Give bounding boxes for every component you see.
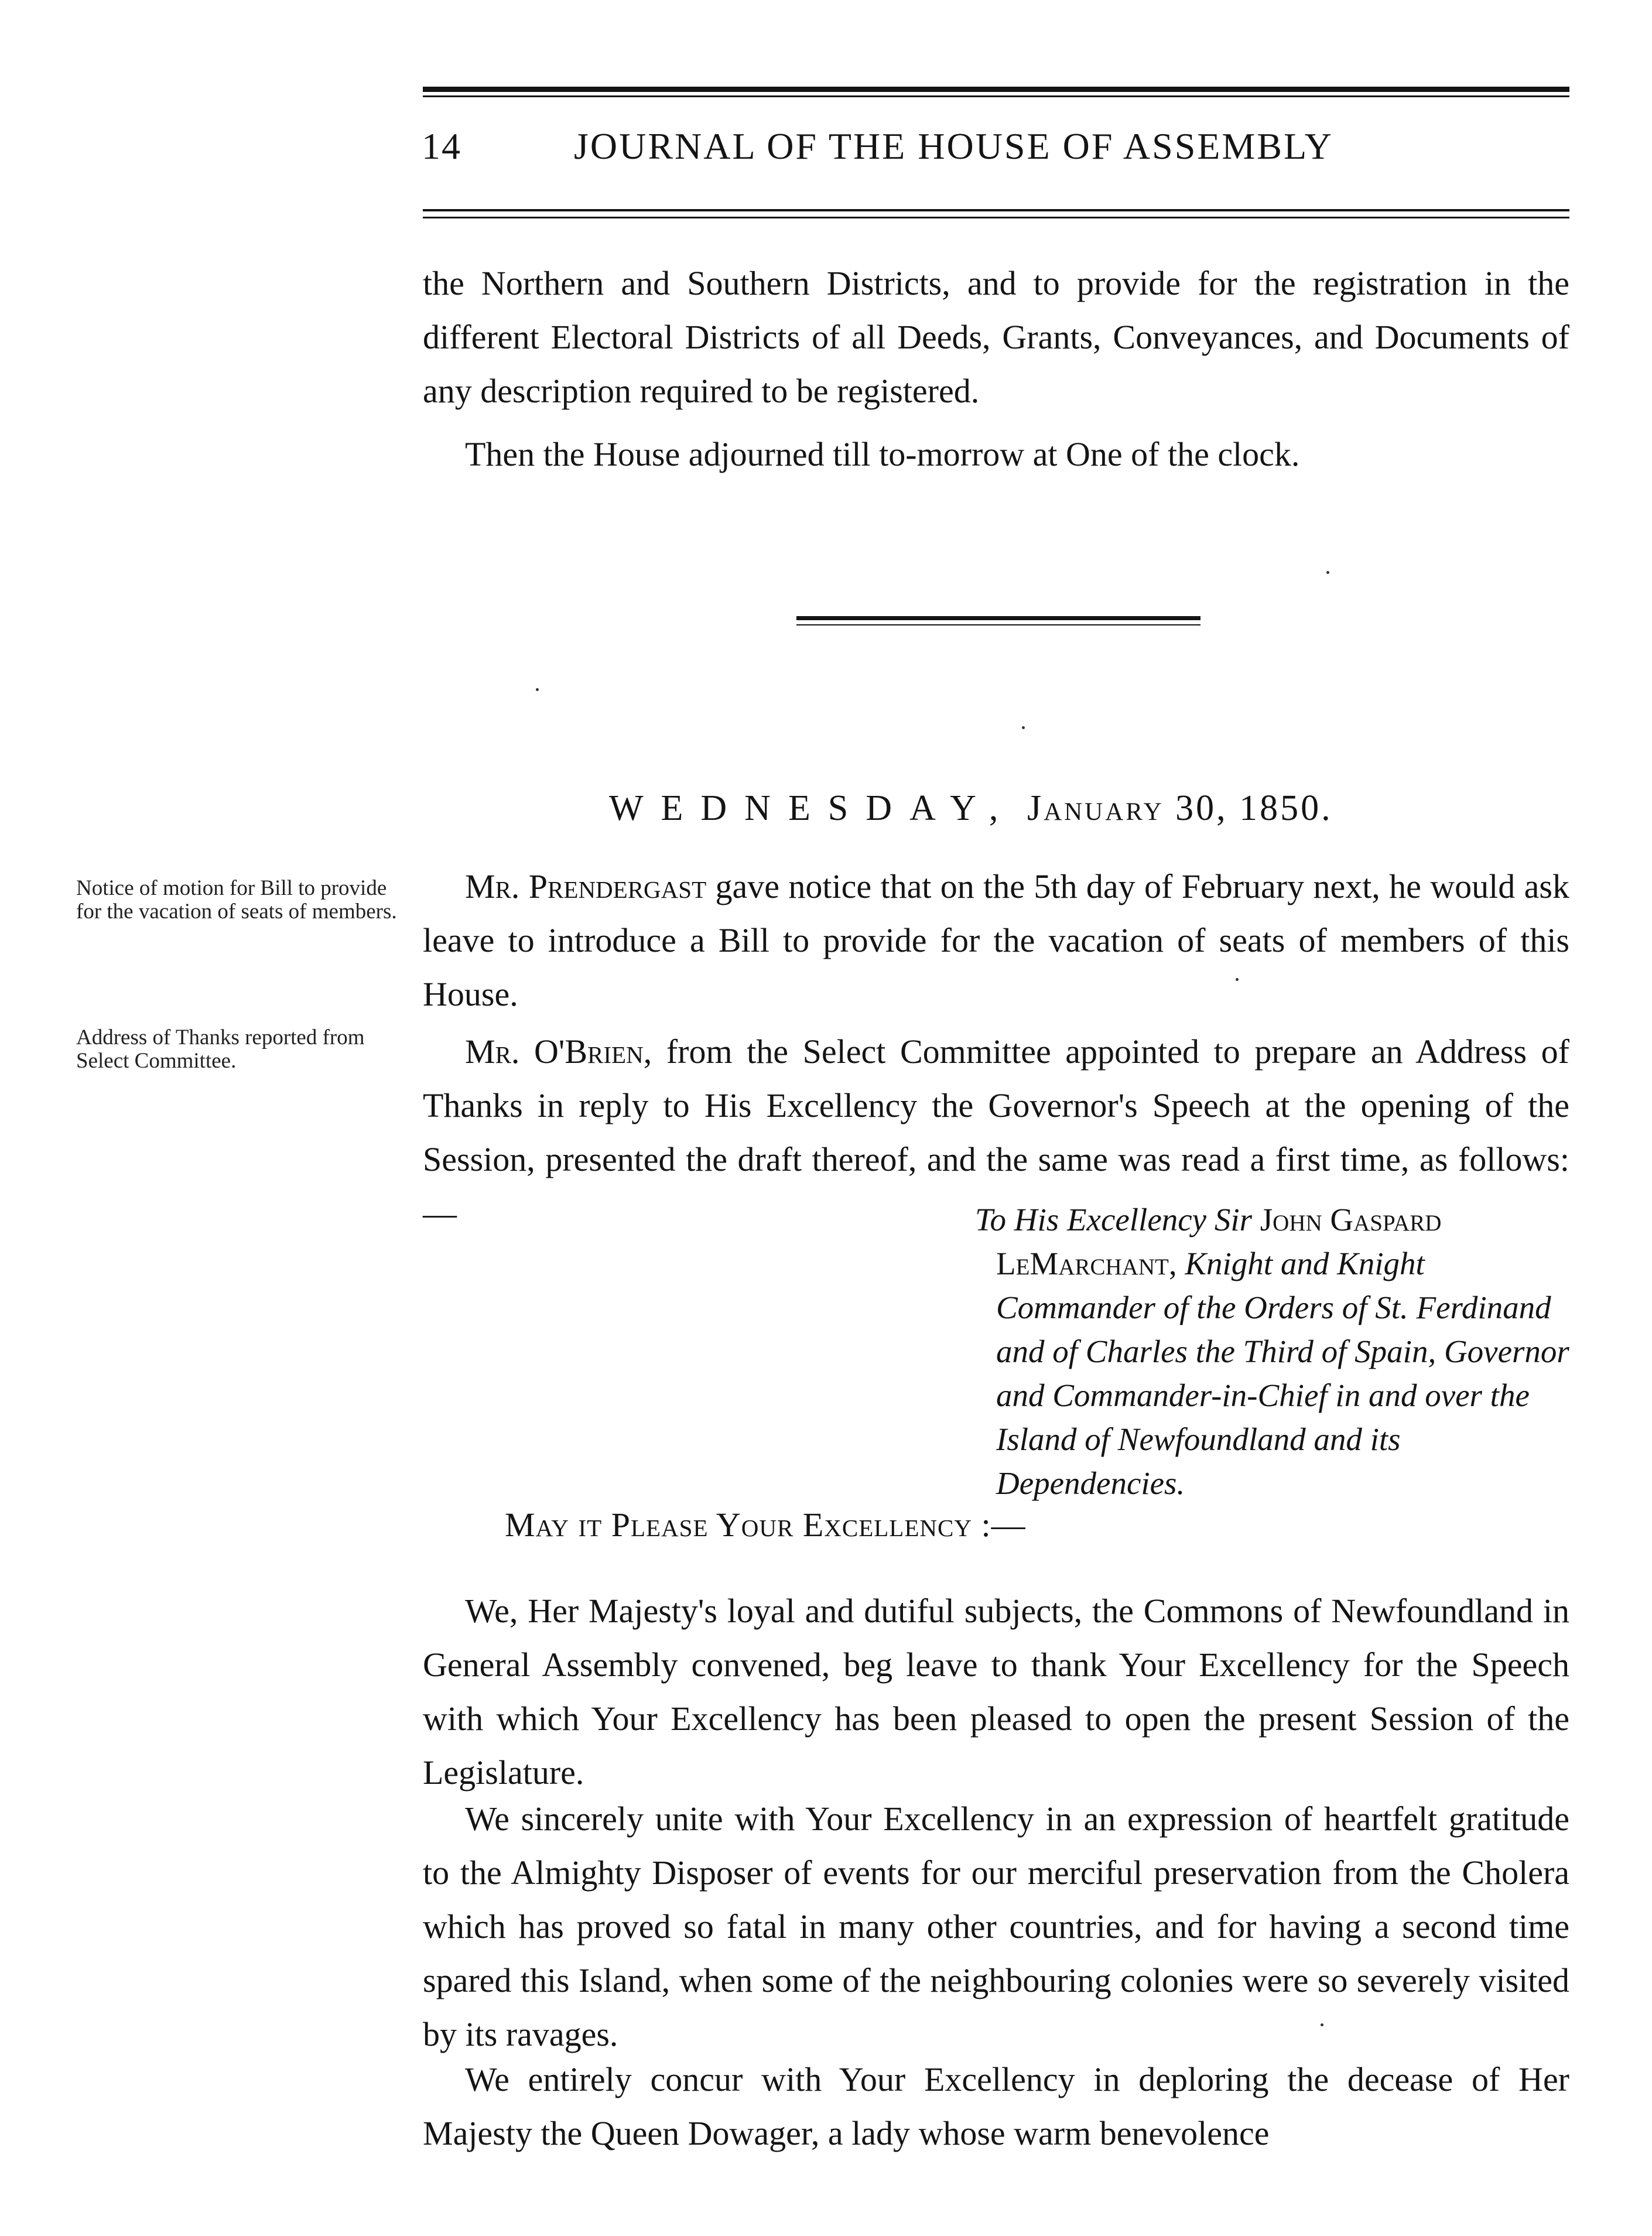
- salutation: May it Please Your Excellency :—: [505, 1506, 1026, 1544]
- address-superscription: [975, 1198, 1578, 1505]
- adjournment-line: [423, 428, 1569, 481]
- address-paragraph-1: We, Her Majesty's loyal and dutiful subjects, the Commons of Newfoundland in General Assembly convened, beg leave to thank Your Excellency for the Speech with which Your Excellency has been pleased to open the present Session of the Legislature.: [423, 1592, 1569, 1791]
- member-obrien: Mr. O'Brien,: [465, 1032, 652, 1071]
- date-month: January: [1027, 788, 1164, 828]
- date-heading: [609, 788, 1333, 829]
- section-divider-thin: [796, 624, 1200, 625]
- notice-entry: [423, 860, 1569, 1021]
- print-speck: [1022, 726, 1025, 729]
- member-prendergast: Mr. Prendergast: [465, 867, 707, 905]
- date-day: WEDNESDAY,: [609, 788, 1016, 828]
- address-entry-text: from the Select Committee appointed to prepare an Address of Thanks in reply to His Excellency the Governor's Speech at the opening of the Session, presented the draft thereof, and the same was read a first time, as follows:—: [423, 1032, 1569, 1232]
- margin-note-notice: Notice of motion for Bill to provide for the vacation of seats of members.: [76, 876, 397, 924]
- header-rule-lower: [423, 217, 1569, 218]
- margin-note-address: Address of Thanks reported from Select Committee.: [76, 1025, 365, 1073]
- governor-titles: Knight and Knight Commander of the Orders of St. Ferdinand and of Charles the Third of Spain, Governor and Commander-in-Chief in and over the Island of Newfoundland and its Dependencies.: [996, 1246, 1569, 1501]
- print-speck: [1236, 978, 1239, 981]
- section-divider-thick: [796, 616, 1200, 620]
- governor-last-name: LeMarchant,: [996, 1246, 1177, 1281]
- address-to: To His Excellency Sir: [975, 1202, 1253, 1237]
- page-number: 14: [422, 125, 461, 167]
- notice-text: gave notice that on the 5th day of February next, he would ask leave to introduce a Bill to provide for the vacation of seats of members of this House.: [423, 867, 1569, 1013]
- address-paragraph-3: We entirely concur with Your Excellency in deploring the decease of Her Majesty the Queen Dowager, a lady whose warm benevolence: [423, 2060, 1569, 2152]
- print-speck: [1326, 571, 1329, 574]
- address-block-text: [975, 1198, 1578, 1505]
- print-speck: [1321, 2023, 1323, 2026]
- governor-first-name: John Gaspard: [1260, 1202, 1442, 1237]
- running-header: [422, 125, 1569, 168]
- continuation-paragraph: [423, 257, 1569, 418]
- address-paragraph-2: We sincerely unite with Your Excellency in an expression of heartfelt gratitude to the Almighty Disposer of events for our merciful preservation from the Cholera which has proved so fatal in many other countries, and for having a second time spared this Island, when some of the neighbouring colonies were so severely visited by its ravages.: [423, 1800, 1569, 2053]
- continuation-text: the Northern and Southern Districts, and to provide for the registration in the different Electoral Districts of all Deeds, Grants, Conveyances, and Documents of any description required to be registered.: [423, 264, 1569, 410]
- journal-title: JOURNAL OF THE HOUSE OF ASSEMBLY: [574, 125, 1333, 167]
- top-rule-thick: [423, 87, 1569, 92]
- top-rule-thin: [423, 95, 1569, 97]
- adjournment-text: Then the House adjourned till to-morrow at One of the clock.: [465, 435, 1300, 473]
- print-speck: [536, 688, 539, 691]
- header-rule-upper: [423, 209, 1569, 211]
- date-rest: 30, 1850.: [1175, 788, 1333, 828]
